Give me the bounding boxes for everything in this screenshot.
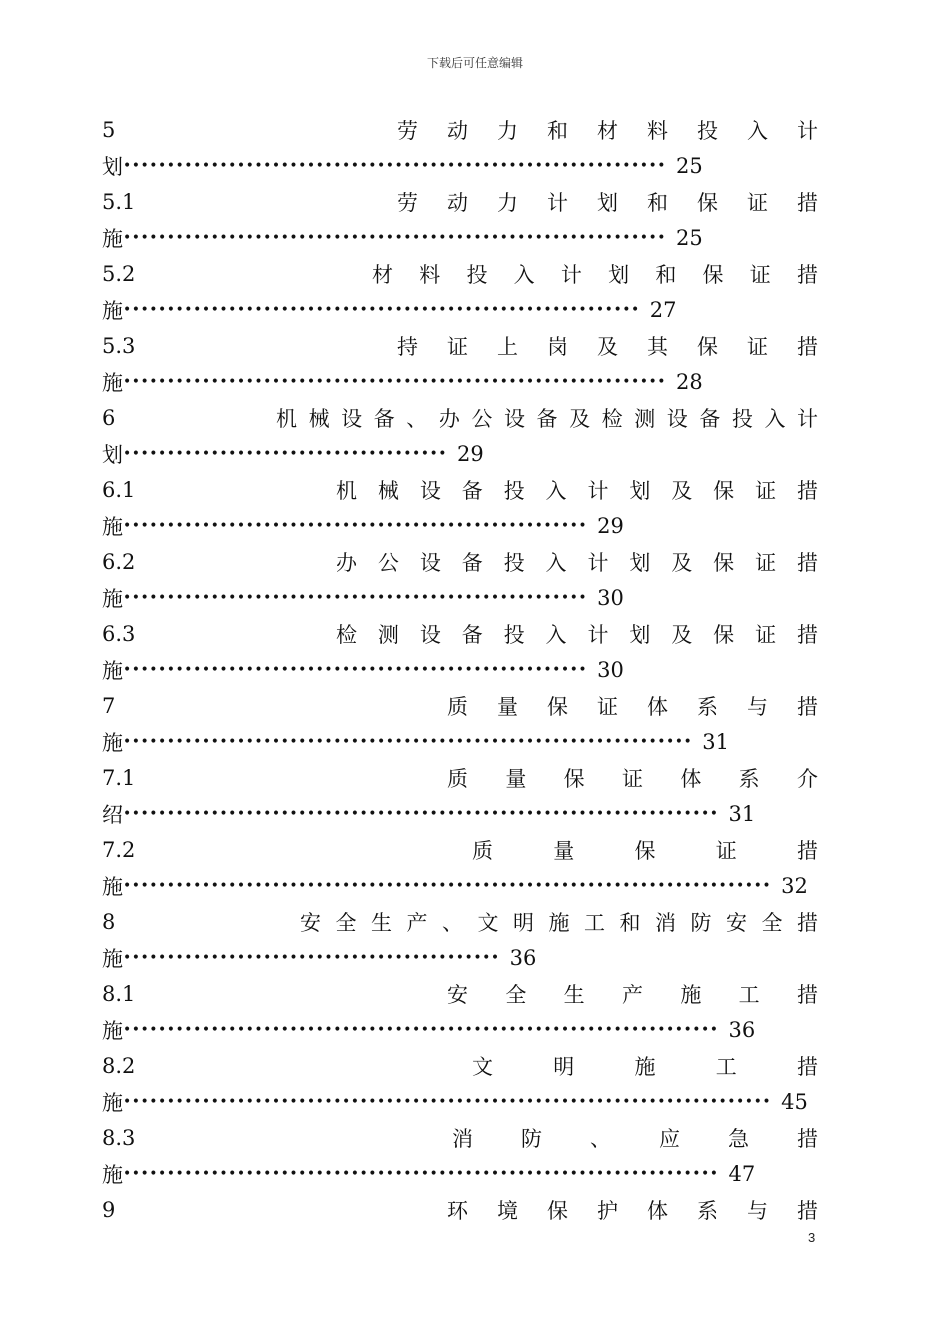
toc-title-char: 入 bbox=[545, 551, 567, 575]
toc-title-char: 工 bbox=[584, 911, 605, 935]
toc-entry[interactable] bbox=[102, 400, 818, 472]
toc-entry-number: 6.1 bbox=[102, 478, 136, 502]
toc-entry-number: 7 bbox=[102, 694, 116, 718]
toc-entry[interactable] bbox=[102, 688, 818, 760]
toc-title-char: 措 bbox=[797, 1127, 818, 1151]
toc-title-char: 材 bbox=[597, 119, 618, 143]
toc-title-char: 入 bbox=[545, 479, 567, 503]
toc-title-char: 划 bbox=[629, 551, 651, 575]
toc-entry-number: 8.1 bbox=[102, 982, 136, 1006]
toc-entry-page: 31 bbox=[728, 802, 756, 826]
toc-entry[interactable] bbox=[102, 832, 818, 904]
toc-title-char: 防 bbox=[521, 1127, 542, 1151]
toc-entry-title-tail: 绍 bbox=[102, 803, 123, 827]
toc-title-char: 划 bbox=[597, 191, 618, 215]
toc-title-char: 全 bbox=[761, 911, 783, 935]
toc-entry-number: 8.3 bbox=[102, 1126, 136, 1150]
toc-entry[interactable] bbox=[102, 112, 818, 184]
toc-title-char: 质 bbox=[447, 695, 468, 719]
toc-title-char: 明 bbox=[553, 1055, 575, 1079]
toc-title-char: 公 bbox=[377, 551, 399, 575]
toc-entry-number: 6.3 bbox=[102, 622, 136, 646]
toc-title-char: 产 bbox=[406, 911, 428, 935]
toc-entry-number: 5.2 bbox=[102, 262, 136, 286]
toc-dot-leader: ••••••••••••••••••••••••••••••••••••••••••••••••••••••••••• bbox=[123, 302, 640, 318]
toc-title-char: 措 bbox=[796, 623, 818, 647]
toc-entry-title bbox=[472, 1051, 818, 1081]
toc-entry-title bbox=[336, 547, 818, 577]
toc-dot-leader: ••••••••••••••••••••••••••••••••••••••••••••••••••••• bbox=[123, 518, 588, 534]
toc-title-char: 保 bbox=[563, 767, 585, 791]
toc-entry-heading-line bbox=[102, 328, 818, 364]
toc-entry-heading-line bbox=[102, 184, 818, 220]
toc-entry-heading-line bbox=[102, 616, 818, 652]
toc-title-char: 保 bbox=[713, 623, 735, 647]
toc-title-char: 措 bbox=[797, 335, 818, 359]
toc-title-char: 文 bbox=[477, 911, 499, 935]
toc-title-char: 证 bbox=[755, 551, 777, 575]
toc-title-char: 系 bbox=[697, 1199, 718, 1223]
toc-title-char: 动 bbox=[447, 191, 468, 215]
toc-title-char: 计 bbox=[797, 407, 818, 431]
toc-title-char: 施 bbox=[634, 1055, 656, 1079]
toc-entry-number: 9 bbox=[102, 1198, 116, 1222]
toc-title-char: 措 bbox=[797, 1199, 818, 1223]
toc-entry-page: 31 bbox=[702, 730, 729, 754]
toc-entry-number: 8 bbox=[102, 910, 116, 934]
toc-entry-title-tail: 施 bbox=[102, 947, 123, 971]
toc-title-char: 质 bbox=[472, 839, 493, 863]
toc-title-char: 计 bbox=[587, 551, 609, 575]
toc-title-char: 证 bbox=[747, 335, 768, 359]
toc-entry-title-tail: 划 bbox=[102, 443, 123, 467]
toc-title-char: 办 bbox=[438, 407, 460, 431]
toc-title-char: 措 bbox=[797, 1055, 818, 1079]
toc-title-char: 投 bbox=[503, 551, 525, 575]
toc-dot-leader: •••••••••••••••••••••••••••••••••••••••••••••••••••••••••••••• bbox=[123, 158, 666, 174]
toc-entry[interactable] bbox=[102, 1120, 818, 1192]
toc-entry-title-tail: 施 bbox=[102, 299, 123, 323]
toc-title-char: 力 bbox=[497, 119, 518, 143]
toc-entry-title bbox=[447, 1195, 818, 1225]
toc-entry-title bbox=[300, 907, 818, 937]
toc-title-char: 设 bbox=[419, 551, 441, 575]
toc-entry-page: 30 bbox=[597, 658, 624, 682]
toc-title-char: 及 bbox=[569, 407, 591, 431]
toc-title-char: 保 bbox=[634, 839, 656, 863]
toc-title-char: 生 bbox=[563, 983, 585, 1007]
toc-entry-page: 45 bbox=[781, 1090, 808, 1114]
toc-dot-leader: •••••••••••••••••••••••••••••••••••••••••••••••••••••••••••••• bbox=[123, 374, 666, 390]
toc-title-char: 消 bbox=[452, 1127, 473, 1151]
toc-title-char: 与 bbox=[747, 1199, 768, 1223]
toc-entry-page: 25 bbox=[675, 226, 703, 250]
toc-title-char: 施 bbox=[548, 911, 570, 935]
toc-title-char: 体 bbox=[647, 1199, 668, 1223]
toc-entry-leader-line bbox=[102, 940, 818, 976]
toc-title-char: 明 bbox=[513, 911, 534, 935]
toc-title-char: 证 bbox=[755, 623, 777, 647]
page-header: 下载后可任意编辑 bbox=[426, 56, 523, 70]
toc-title-char: 动 bbox=[447, 119, 468, 143]
toc-dot-leader: •••••••••••••••••••••••••••••••••••••••••••••••••••••••••••••••••••••••••• bbox=[123, 1094, 772, 1110]
toc-dot-leader: •••••••••••••••••••••••••••••••••••••••••••••••••••••••••••••••••••• bbox=[123, 1166, 719, 1182]
toc-dot-leader: ••••••••••••••••••••••••••••••••••••••••••• bbox=[123, 950, 500, 966]
toc-title-char: 证 bbox=[755, 479, 777, 503]
toc-entry-page: 36 bbox=[509, 946, 537, 970]
toc-title-char: 和 bbox=[647, 191, 668, 215]
toc-title-char: 投 bbox=[503, 623, 525, 647]
toc-title-char: 量 bbox=[497, 695, 518, 719]
toc-entry-page: 28 bbox=[675, 370, 703, 394]
toc-entry-heading-line bbox=[102, 1120, 818, 1156]
toc-title-char: 护 bbox=[597, 1199, 618, 1223]
toc-entry-number: 8.2 bbox=[102, 1054, 136, 1078]
toc-entry-title bbox=[397, 115, 818, 145]
toc-entry-title bbox=[452, 1123, 818, 1153]
toc-title-char: 投 bbox=[466, 263, 488, 287]
toc-title-char: 设 bbox=[341, 407, 363, 431]
toc-dot-leader: •••••••••••••••••••••••••••••••••••••••••••••••••••••••••••••••••••••••••• bbox=[123, 878, 772, 894]
toc-entry[interactable] bbox=[102, 184, 818, 256]
toc-entry-heading-line bbox=[102, 472, 818, 508]
toc-entry-leader-line bbox=[102, 652, 818, 688]
toc-title-char: 境 bbox=[497, 1199, 518, 1223]
toc-title-char: 投 bbox=[503, 479, 525, 503]
toc-title-char: 体 bbox=[680, 767, 702, 791]
toc-title-char: 材 bbox=[372, 263, 393, 287]
toc-entry[interactable] bbox=[102, 256, 818, 328]
toc-title-char: 备 bbox=[699, 407, 721, 431]
toc-title-char: 全 bbox=[335, 911, 357, 935]
toc-title-char: 备 bbox=[373, 407, 395, 431]
toc-entry-title bbox=[447, 979, 818, 1009]
toc-title-char: 工 bbox=[738, 983, 760, 1007]
toc-title-char: 计 bbox=[547, 191, 568, 215]
toc-title-char: 设 bbox=[419, 479, 441, 503]
toc-title-char: 全 bbox=[505, 983, 527, 1007]
toc-title-char: 证 bbox=[597, 695, 618, 719]
toc-entry-number: 7.1 bbox=[102, 766, 136, 790]
toc-entry-title-tail: 施 bbox=[102, 515, 123, 539]
toc-title-char: 质 bbox=[447, 767, 468, 791]
toc-entry-page: 32 bbox=[781, 874, 808, 898]
toc-title-char: 划 bbox=[629, 623, 651, 647]
toc-entry-number: 6 bbox=[102, 406, 116, 430]
toc-title-char: 保 bbox=[697, 335, 718, 359]
toc-entry[interactable] bbox=[102, 904, 818, 976]
toc-entry-page: 36 bbox=[728, 1018, 756, 1042]
toc-entry-title-tail: 施 bbox=[102, 371, 123, 395]
toc-entry[interactable] bbox=[102, 472, 818, 544]
toc-entry-page: 29 bbox=[457, 442, 484, 466]
toc-title-char: 备 bbox=[461, 623, 483, 647]
toc-entry-leader-line bbox=[102, 724, 818, 760]
toc-entry-number: 5.3 bbox=[102, 334, 136, 358]
toc-entry-title bbox=[336, 619, 818, 649]
toc-entry-heading-line bbox=[102, 400, 818, 436]
toc-title-char: 保 bbox=[547, 695, 568, 719]
toc-title-char: 生 bbox=[371, 911, 392, 935]
toc-entry-number: 5.1 bbox=[102, 190, 136, 214]
toc-entry[interactable] bbox=[102, 328, 818, 400]
toc-title-char: 安 bbox=[447, 983, 468, 1007]
toc-entry-title-tail: 施 bbox=[102, 875, 123, 899]
toc-title-char: 量 bbox=[553, 839, 575, 863]
toc-title-char: 公 bbox=[471, 407, 493, 431]
toc-title-char: 及 bbox=[597, 335, 618, 359]
toc-title-char: 与 bbox=[747, 695, 768, 719]
toc-title-char: 措 bbox=[797, 911, 818, 935]
toc-title-char: 保 bbox=[702, 263, 724, 287]
toc-entry-title-tail: 施 bbox=[102, 1163, 123, 1187]
toc-entry-leader-line bbox=[102, 1156, 818, 1192]
toc-title-char: 证 bbox=[621, 767, 643, 791]
toc-entry-number: 7.2 bbox=[102, 838, 136, 862]
toc-title-char: 岗 bbox=[547, 335, 568, 359]
toc-title-char: 设 bbox=[666, 407, 688, 431]
toc-title-char: 设 bbox=[503, 407, 525, 431]
toc-entry-leader-line bbox=[102, 220, 818, 256]
toc-entry[interactable] bbox=[102, 1048, 818, 1120]
toc-dot-leader: •••••••••••••••••••••••••••••••••••••••••••••••••••••••••••••• bbox=[123, 230, 666, 246]
toc-title-char: 计 bbox=[560, 263, 582, 287]
toc-title-char: 应 bbox=[659, 1127, 680, 1151]
toc-entry-title bbox=[397, 331, 818, 361]
toc-title-char: 证 bbox=[747, 191, 768, 215]
toc-title-char: 料 bbox=[647, 119, 668, 143]
toc-entry-heading-line bbox=[102, 976, 818, 1012]
toc-entry-title-tail: 施 bbox=[102, 587, 123, 611]
toc-entry-page: 29 bbox=[597, 514, 624, 538]
toc-entry-page: 30 bbox=[597, 586, 624, 610]
toc-dot-leader: •••••••••••••••••••••••••••••••••••••••••••••••••••••••••••••••••••• bbox=[123, 806, 719, 822]
toc-entry-heading-line bbox=[102, 1192, 818, 1228]
toc-title-char: 措 bbox=[797, 695, 818, 719]
toc-entry-title bbox=[276, 403, 818, 433]
toc-title-char: 入 bbox=[764, 407, 786, 431]
toc-entry[interactable] bbox=[102, 1192, 818, 1264]
toc-title-char: 计 bbox=[587, 479, 609, 503]
toc-title-char: 检 bbox=[601, 407, 623, 431]
toc-title-char: 和 bbox=[619, 911, 641, 935]
toc-entry[interactable] bbox=[102, 544, 818, 616]
toc-title-char: 保 bbox=[547, 1199, 568, 1223]
toc-title-char: 备 bbox=[461, 551, 483, 575]
toc-entry-title-tail: 划 bbox=[102, 155, 123, 179]
toc-title-char: 械 bbox=[377, 479, 399, 503]
toc-entry-title-tail: 施 bbox=[102, 731, 123, 755]
toc-title-char: 备 bbox=[536, 407, 558, 431]
toc-title-char: 系 bbox=[738, 767, 760, 791]
toc-title-char: 力 bbox=[497, 191, 518, 215]
toc-entry-heading-line bbox=[102, 688, 818, 724]
toc-dot-leader: •••••••••••••••••••••••••••••••••••••••••••••••••••••••••••••••••••• bbox=[123, 1022, 719, 1038]
toc-entry[interactable] bbox=[102, 616, 818, 688]
toc-title-char: 施 bbox=[680, 983, 702, 1007]
toc-title-char: 证 bbox=[715, 839, 737, 863]
toc-title-char: 及 bbox=[671, 623, 693, 647]
page-number: 3 bbox=[808, 1230, 816, 1245]
toc-entry-title bbox=[372, 259, 818, 289]
toc-title-char: 和 bbox=[655, 263, 677, 287]
toc-entry-leader-line bbox=[102, 1012, 818, 1048]
toc-dot-leader: ••••••••••••••••••••••••••••••••••••••••••••••••••••• bbox=[123, 590, 588, 606]
toc-title-char: 安 bbox=[300, 911, 321, 935]
toc-title-char: 量 bbox=[505, 767, 527, 791]
toc-entry-title-tail: 施 bbox=[102, 227, 123, 251]
toc-title-char: 计 bbox=[587, 623, 609, 647]
toc-dot-leader: ••••••••••••••••••••••••••••••••••••••••••••••••••••• bbox=[123, 662, 588, 678]
toc-entry-heading-line bbox=[102, 904, 818, 940]
toc-entry-title bbox=[336, 475, 818, 505]
toc-entry-title-tail: 施 bbox=[102, 1091, 123, 1115]
toc-entry-leader-line bbox=[102, 868, 818, 904]
toc-title-char: 测 bbox=[634, 407, 656, 431]
toc-entry-title bbox=[472, 835, 818, 865]
toc-entry-number: 6.2 bbox=[102, 550, 136, 574]
toc-title-char: 、 bbox=[406, 407, 428, 431]
toc-title-char: 、 bbox=[590, 1127, 611, 1151]
toc-title-char: 劳 bbox=[397, 191, 418, 215]
toc-entry-leader-line bbox=[102, 796, 818, 832]
toc-title-char: 措 bbox=[796, 983, 818, 1007]
toc-title-char: 械 bbox=[308, 407, 330, 431]
toc-title-char: 急 bbox=[728, 1127, 749, 1151]
toc-title-char: 措 bbox=[797, 191, 818, 215]
toc-entry-title bbox=[447, 691, 818, 721]
toc-title-char: 保 bbox=[713, 479, 735, 503]
toc-title-char: 检 bbox=[336, 623, 357, 647]
toc-entry-title-tail: 施 bbox=[102, 1019, 123, 1043]
toc-title-char: 措 bbox=[796, 551, 818, 575]
toc-title-char: 措 bbox=[797, 839, 818, 863]
toc-title-char: 设 bbox=[419, 623, 441, 647]
toc-entry-heading-line bbox=[102, 112, 818, 148]
toc-title-char: 、 bbox=[442, 911, 463, 935]
toc-title-char: 和 bbox=[547, 119, 568, 143]
toc-entry-leader-line bbox=[102, 436, 818, 472]
toc-entry-heading-line bbox=[102, 544, 818, 580]
toc-entry-page: 25 bbox=[675, 154, 703, 178]
toc-title-char: 安 bbox=[726, 911, 747, 935]
toc-entry-leader-line bbox=[102, 508, 818, 544]
toc-title-char: 保 bbox=[713, 551, 735, 575]
table-of-contents bbox=[102, 112, 818, 1264]
toc-dot-leader: ••••••••••••••••••••••••••••••••••••••••••••••••••••••••••••••••• bbox=[123, 734, 693, 750]
toc-title-char: 介 bbox=[796, 767, 818, 791]
toc-title-char: 机 bbox=[276, 407, 297, 431]
toc-title-char: 文 bbox=[472, 1055, 493, 1079]
toc-entry-title bbox=[447, 763, 818, 793]
toc-title-char: 防 bbox=[690, 911, 712, 935]
toc-title-char: 劳 bbox=[397, 119, 418, 143]
toc-title-char: 消 bbox=[655, 911, 676, 935]
toc-entry-leader-line bbox=[102, 292, 818, 328]
toc-title-char: 工 bbox=[715, 1055, 737, 1079]
toc-title-char: 办 bbox=[336, 551, 357, 575]
toc-entry-heading-line bbox=[102, 832, 818, 868]
toc-entry[interactable] bbox=[102, 976, 818, 1048]
toc-title-char: 入 bbox=[513, 263, 535, 287]
toc-title-char: 划 bbox=[608, 263, 630, 287]
toc-entry-page: 27 bbox=[649, 298, 677, 322]
toc-title-char: 上 bbox=[497, 335, 518, 359]
toc-title-char: 机 bbox=[336, 479, 357, 503]
toc-title-char: 入 bbox=[545, 623, 567, 647]
toc-title-char: 投 bbox=[731, 407, 753, 431]
toc-title-char: 系 bbox=[697, 695, 718, 719]
toc-entry[interactable] bbox=[102, 760, 818, 832]
toc-entry-leader-line bbox=[102, 1084, 818, 1120]
toc-entry-title-tail: 施 bbox=[102, 659, 123, 683]
toc-title-char: 产 bbox=[621, 983, 643, 1007]
toc-title-char: 体 bbox=[647, 695, 668, 719]
toc-entry-leader-line bbox=[102, 148, 818, 184]
toc-entry-heading-line bbox=[102, 760, 818, 796]
toc-title-char: 及 bbox=[671, 479, 693, 503]
toc-title-char: 投 bbox=[697, 119, 718, 143]
toc-title-char: 料 bbox=[419, 263, 441, 287]
toc-title-char: 措 bbox=[796, 263, 818, 287]
toc-title-char: 持 bbox=[397, 335, 418, 359]
toc-entry-leader-line bbox=[102, 364, 818, 400]
toc-title-char: 措 bbox=[796, 479, 818, 503]
toc-entry-page: 47 bbox=[728, 1162, 756, 1186]
toc-title-char: 及 bbox=[671, 551, 693, 575]
toc-title-char: 环 bbox=[447, 1199, 468, 1223]
toc-title-char: 入 bbox=[747, 119, 768, 143]
toc-entry-leader-line bbox=[102, 580, 818, 616]
toc-entry-heading-line bbox=[102, 1048, 818, 1084]
toc-title-char: 其 bbox=[647, 335, 668, 359]
toc-title-char: 备 bbox=[461, 479, 483, 503]
toc-title-char: 证 bbox=[749, 263, 771, 287]
toc-title-char: 测 bbox=[377, 623, 399, 647]
toc-title-char: 划 bbox=[629, 479, 651, 503]
toc-title-char: 保 bbox=[697, 191, 718, 215]
toc-dot-leader: ••••••••••••••••••••••••••••••••••••• bbox=[123, 446, 448, 462]
toc-entry-title bbox=[397, 187, 818, 217]
toc-title-char: 计 bbox=[797, 119, 818, 143]
toc-entry-heading-line bbox=[102, 256, 818, 292]
toc-entry-number: 5 bbox=[102, 118, 116, 142]
toc-title-char: 证 bbox=[447, 335, 468, 359]
